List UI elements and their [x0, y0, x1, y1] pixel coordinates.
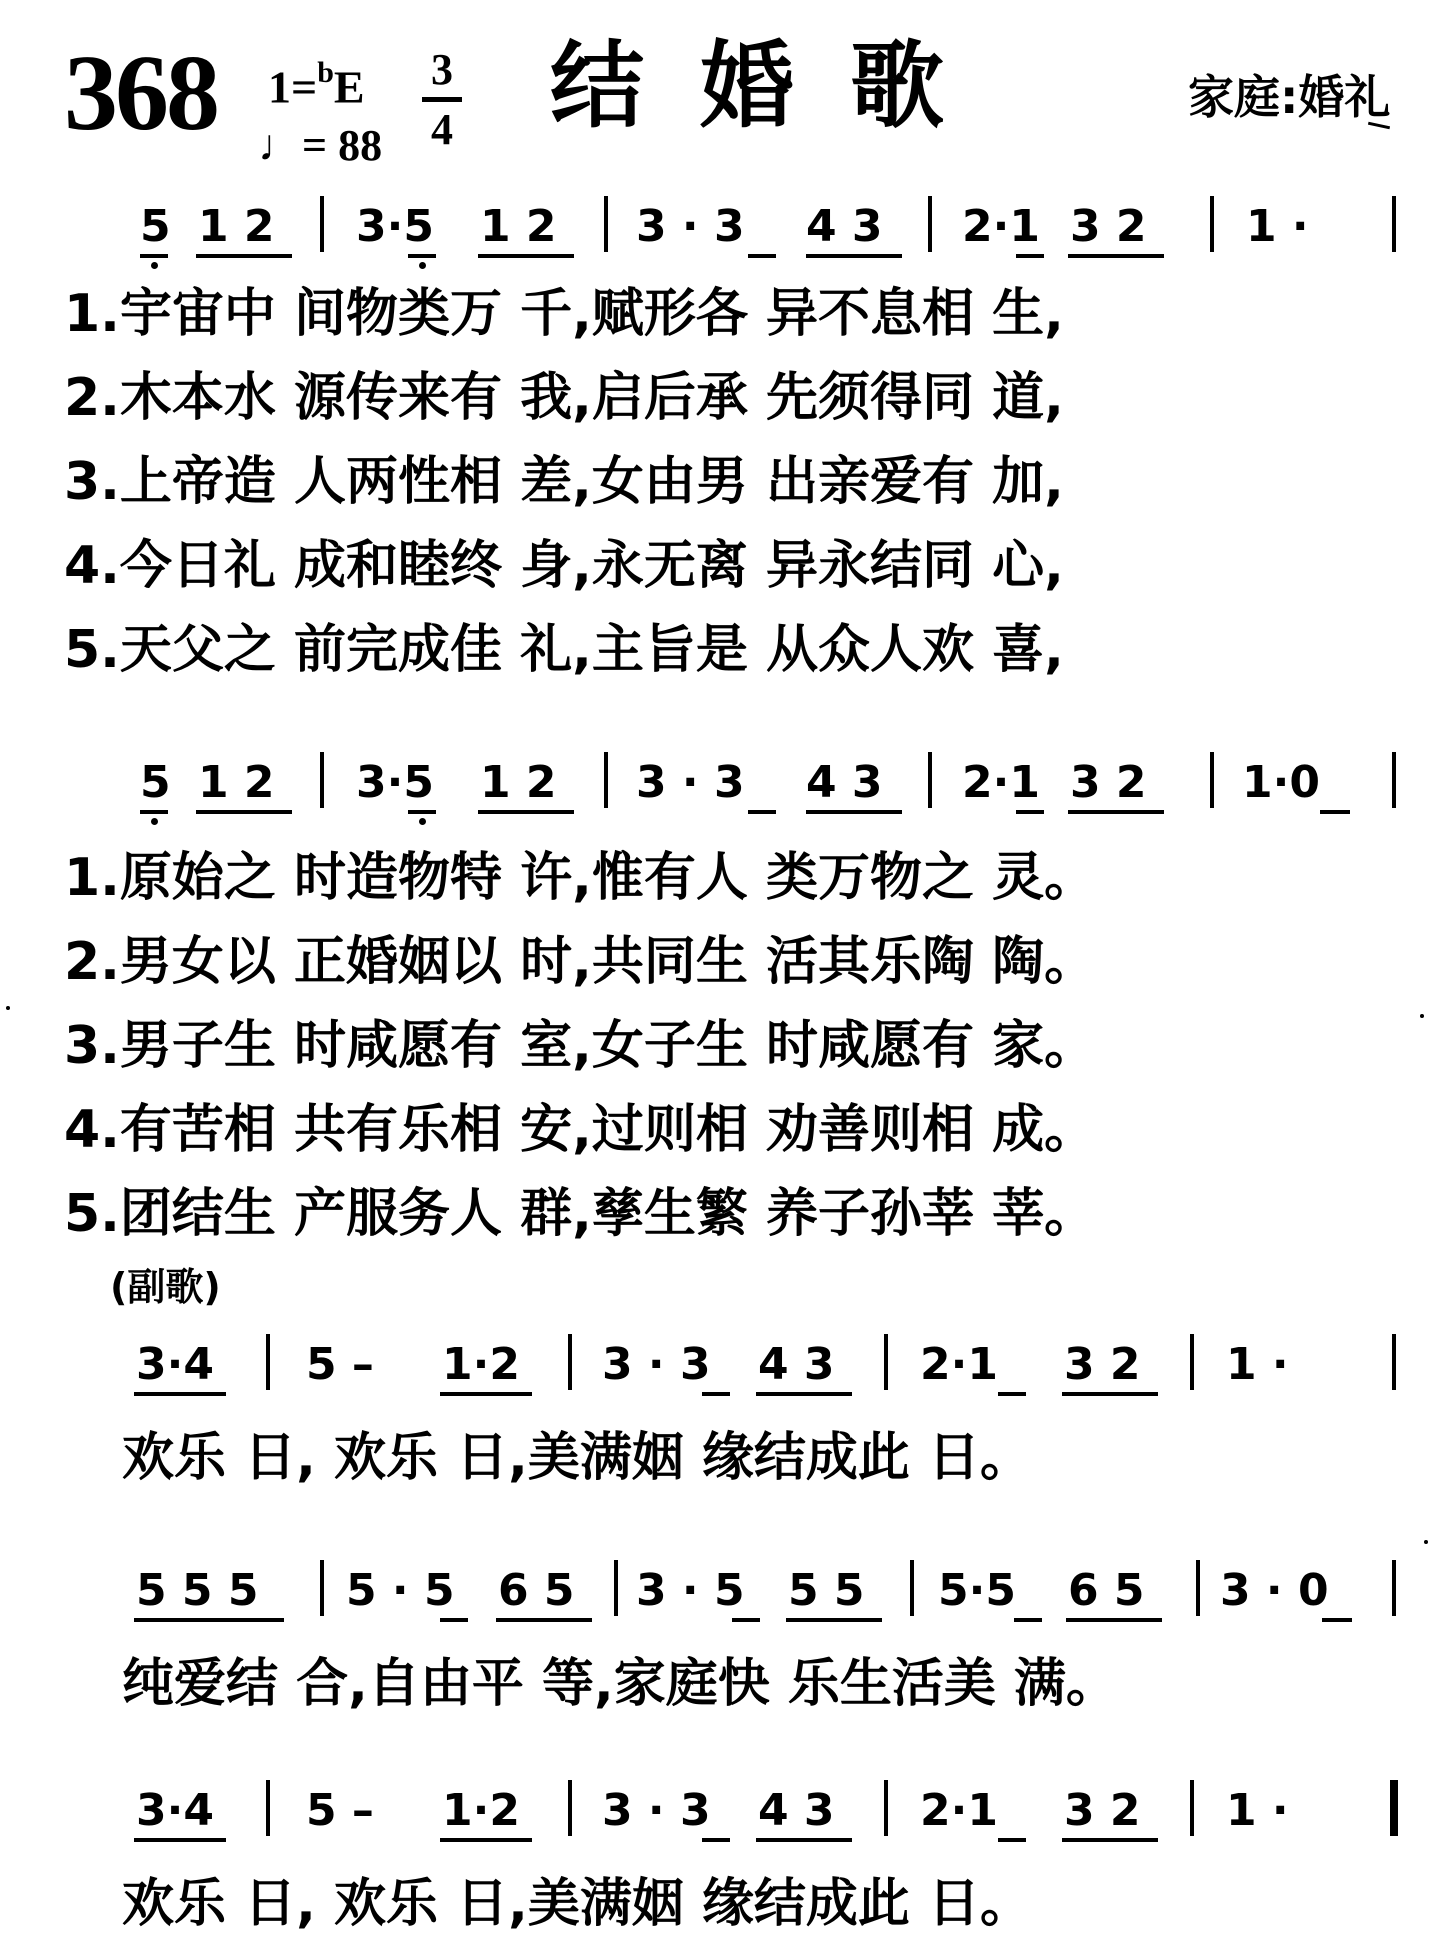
meter-top: 3 — [431, 45, 453, 94]
bar-line — [1190, 1334, 1194, 1390]
note-underline — [806, 254, 902, 258]
meter-divider — [422, 97, 462, 102]
note-group: 3 2 — [1070, 201, 1147, 252]
note-group: 5 – — [306, 1785, 374, 1836]
note-group: 5 · 5 — [346, 1565, 455, 1616]
note-group: 3 · 3 — [602, 1339, 711, 1390]
note-underline — [478, 810, 574, 814]
note-group: 2·1 — [962, 757, 1040, 808]
note-group: 1·2 — [442, 1785, 520, 1836]
note-group: 2·1 — [920, 1785, 998, 1836]
note-group: 4 3 — [758, 1339, 835, 1390]
note-underline — [702, 1838, 730, 1842]
note-underline — [1062, 1838, 1158, 1842]
notation-line-chorus-2 — [0, 1560, 1450, 1630]
key-prefix: 1= — [268, 61, 318, 113]
note-underline — [1068, 254, 1164, 258]
note-underline — [134, 1838, 226, 1842]
verse-lyric-line: 5.天父之 前完成佳 礼,主旨是 从众人欢 喜, — [64, 620, 1064, 680]
note-underline — [496, 1618, 592, 1622]
note-group: 4 3 — [806, 757, 883, 808]
note-group: 3 2 — [1070, 757, 1147, 808]
note-group: 3 · 3 — [636, 201, 745, 252]
bar-line — [266, 1334, 270, 1390]
bar-line — [1196, 1560, 1200, 1616]
low-octave-dot — [419, 818, 426, 825]
chorus-label: (副歌) — [110, 1265, 221, 1309]
scan-speck — [6, 1006, 10, 1010]
note-underline — [408, 810, 436, 814]
hymn-number: 368 — [64, 34, 217, 153]
note-group: 3 · 3 — [636, 757, 745, 808]
low-octave-dot — [151, 262, 158, 269]
notation-line-chorus-1 — [0, 1334, 1450, 1404]
note-underline — [1016, 810, 1044, 814]
note-group: 1 2 — [198, 757, 275, 808]
note-underline — [786, 1618, 882, 1622]
note-group: 1 2 — [480, 201, 557, 252]
note-underline — [1014, 1618, 1042, 1622]
note-group: 3 · 0 — [1220, 1565, 1329, 1616]
note-underline — [1062, 1392, 1158, 1396]
verse-lyric-line: 3.上帝造 人两性相 差,女由男 出亲爱有 加, — [64, 452, 1064, 512]
note-underline — [1016, 254, 1044, 258]
note-underline — [196, 254, 292, 258]
note-group: 5·5 — [938, 1565, 1016, 1616]
final-bar-line — [1390, 1780, 1398, 1836]
note-underline — [756, 1392, 852, 1396]
note-underline — [134, 1392, 226, 1396]
note-underline — [440, 1392, 532, 1396]
note-group: 1 · — [1246, 201, 1309, 252]
note-group: 3·4 — [136, 1339, 214, 1390]
note-group: 3 · 5 — [636, 1565, 745, 1616]
bar-line — [604, 752, 608, 808]
note-group: 1 · — [1226, 1785, 1289, 1836]
bar-line — [604, 196, 608, 252]
verse-lyric-line: 1.宇宙中 间物类万 千,赋形各 异不息相 生, — [64, 284, 1064, 344]
bar-line — [1210, 196, 1214, 252]
chorus-lyric-line: 欢乐 日, 欢乐 日,美满姻 缘结成此 日。 — [122, 1428, 1033, 1488]
bar-line — [568, 1334, 572, 1390]
note-group: 4 3 — [806, 201, 883, 252]
bar-line — [1392, 1334, 1396, 1390]
note-underline — [440, 1618, 468, 1622]
note-underline — [748, 254, 776, 258]
note-underline — [140, 254, 168, 258]
note-group: 1 2 — [480, 757, 557, 808]
note-underline — [478, 254, 574, 258]
bar-line — [884, 1334, 888, 1390]
note-group: 3·5 — [356, 201, 434, 252]
note-underline — [1320, 810, 1350, 814]
bar-line — [910, 1560, 914, 1616]
bar-line — [320, 1560, 324, 1616]
note-group: 5 – — [306, 1339, 374, 1390]
note-group: 5 5 5 — [136, 1565, 259, 1616]
note-underline — [998, 1838, 1026, 1842]
note-group: 2·1 — [962, 201, 1040, 252]
tempo-marking: ♩= 88 — [258, 121, 383, 170]
song-title: 结婚歌 — [550, 32, 1001, 141]
notation-line-chorus-3 — [0, 1780, 1450, 1850]
note-underline — [806, 810, 902, 814]
bar-line — [320, 196, 324, 252]
notation-line-verse-1 — [0, 196, 1450, 266]
bar-line — [928, 196, 932, 252]
note-group: 3·5 — [356, 757, 434, 808]
chorus-lyric-line: 欢乐 日, 欢乐 日,美满姻 缘结成此 日。 — [122, 1874, 1033, 1934]
bar-line — [568, 1780, 572, 1836]
note-underline — [732, 1618, 760, 1622]
low-octave-dot — [151, 818, 158, 825]
note-underline — [1322, 1618, 1352, 1622]
chorus-lyric-line: 纯爱结 合,自由平 等,家庭快 乐生活美 满。 — [122, 1654, 1118, 1714]
note-group: 5 5 — [788, 1565, 865, 1616]
verse-lyric-line: 5.团结生 产服务人 群,孳生繁 养子孙莘 莘。 — [64, 1184, 1097, 1244]
meter-bottom: 4 — [431, 105, 453, 154]
verse-lyric-line: 4.今日礼 成和睦终 身,永无离 异永结同 心, — [64, 536, 1064, 596]
note-underline — [756, 1838, 852, 1842]
notation-line-verse-2 — [0, 752, 1450, 822]
note-group: 1·2 — [442, 1339, 520, 1390]
note-group: 3·4 — [136, 1785, 214, 1836]
low-octave-dot — [419, 262, 426, 269]
bar-line — [266, 1780, 270, 1836]
verse-lyric-line: 2.男女以 正婚姻以 时,共同生 活其乐陶 陶。 — [64, 932, 1097, 992]
verse-lyric-line: 4.有苦相 共有乐相 安,过则相 劝善则相 成。 — [64, 1100, 1097, 1160]
bar-line — [928, 752, 932, 808]
bar-line — [320, 752, 324, 808]
note-underline — [196, 810, 292, 814]
note-group: 1·0 — [1242, 757, 1320, 808]
note-underline — [440, 1838, 532, 1842]
bar-line — [1392, 1560, 1396, 1616]
time-signature — [422, 45, 462, 154]
note-underline — [1066, 1618, 1162, 1622]
verse-lyric-line: 1.原始之 时造物特 许,惟有人 类万物之 灵。 — [64, 848, 1097, 908]
bar-line — [1210, 752, 1214, 808]
bar-line — [1392, 196, 1396, 252]
note-group: 6 5 — [498, 1565, 575, 1616]
bar-line — [1392, 752, 1396, 808]
note-group: 1 2 — [198, 201, 275, 252]
note-group: 3 2 — [1064, 1339, 1141, 1390]
note-underline — [998, 1392, 1026, 1396]
scan-speck — [1420, 1014, 1424, 1018]
note-underline — [134, 1618, 284, 1622]
verse-lyric-line: 2.木本水 源传来有 我,启后承 先须得同 道, — [64, 368, 1064, 428]
key-note: E — [333, 61, 365, 113]
song-category: 家庭:婚礼 — [1188, 70, 1391, 124]
note-group: 3 · 3 — [602, 1785, 711, 1836]
note-group: 6 5 — [1068, 1565, 1145, 1616]
note-group: 2·1 — [920, 1339, 998, 1390]
note-underline — [408, 254, 436, 258]
note-underline — [748, 810, 776, 814]
note-group: 3 2 — [1064, 1785, 1141, 1836]
note-group: 4 3 — [758, 1785, 835, 1836]
verse-lyric-line: 3.男子生 时咸愿有 室,女子生 时咸愿有 家。 — [64, 1016, 1097, 1076]
note-underline — [1068, 810, 1164, 814]
bar-line — [614, 1560, 618, 1616]
bar-line — [884, 1780, 888, 1836]
note-group: 5 — [140, 757, 171, 808]
key-signature — [268, 56, 365, 113]
note-underline — [140, 810, 168, 814]
note-group: 1 · — [1226, 1339, 1289, 1390]
note-group: 5 — [140, 201, 171, 252]
scan-speck — [1424, 1540, 1428, 1544]
note-underline — [702, 1392, 730, 1396]
flat-sign: b — [317, 56, 334, 89]
bar-line — [1190, 1780, 1194, 1836]
